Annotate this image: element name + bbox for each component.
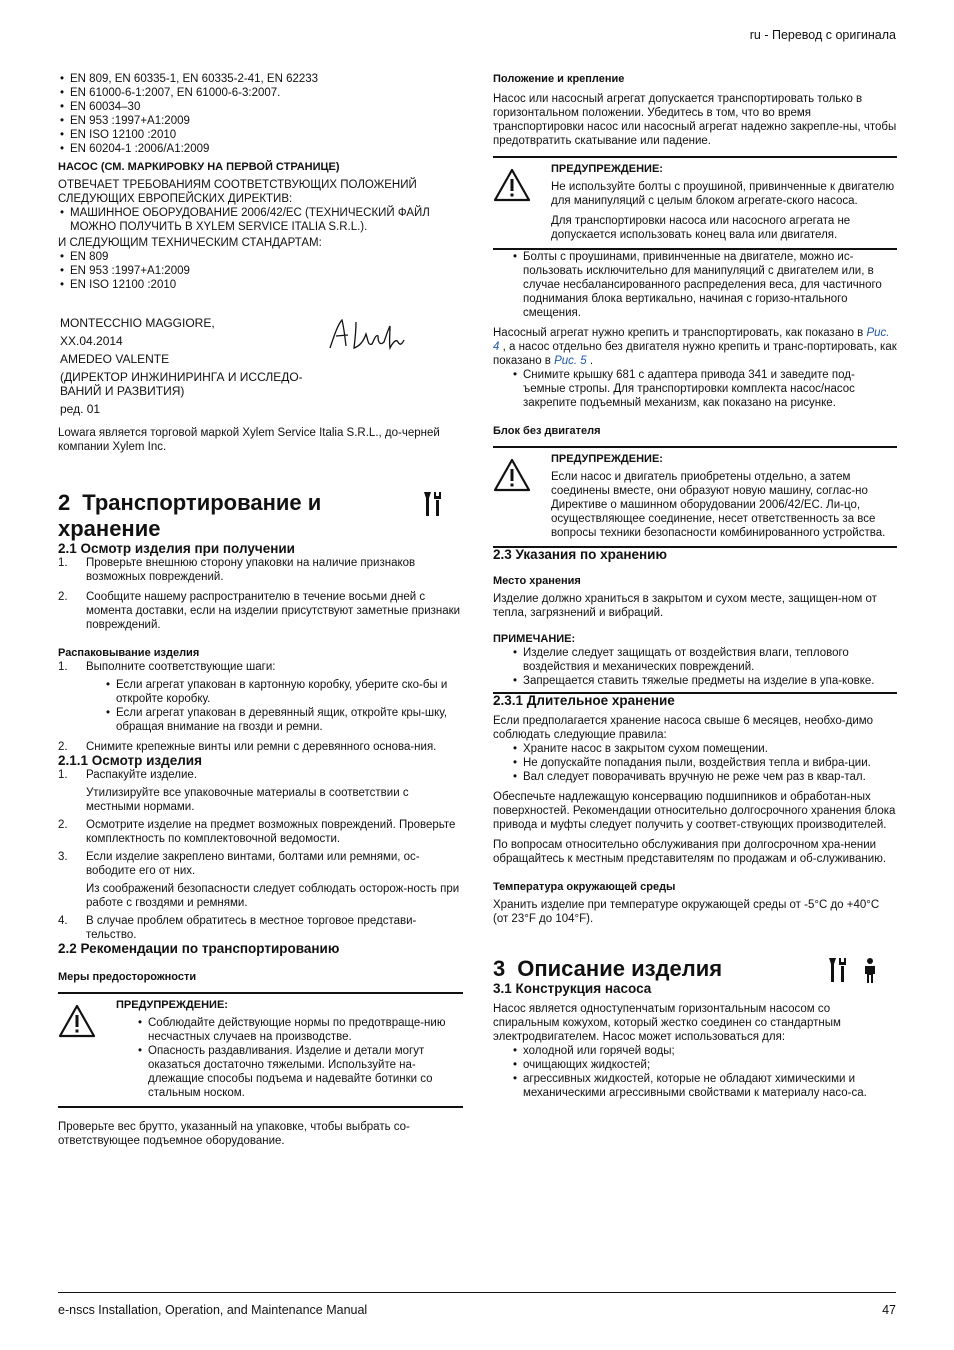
signature-revision: ред. 01 <box>60 402 101 416</box>
item-text: Распакуйте изделие. <box>86 769 198 781</box>
signature-lines <box>60 314 303 418</box>
list-item: • агрессивных жидкостей, которые не обладают химическими и механическими агрессивными свойствами к материалу насо-са. <box>511 1072 897 1100</box>
section-2-heading-wrap <box>58 490 463 542</box>
warning-triangle-icon <box>493 168 531 202</box>
warning-body <box>551 452 897 540</box>
list-item: • Запрещается ставить тяжелые предметы на изделие в упа-ковке. <box>511 674 897 688</box>
figure-5-link[interactable]: Рис. 5 <box>554 355 587 367</box>
item-number: 2. <box>58 741 68 753</box>
fixing-text-part: . <box>586 355 594 367</box>
warning-triangle-icon <box>493 458 531 492</box>
warning-box <box>493 446 897 548</box>
tools-icon <box>829 958 847 984</box>
pump-design-text: Насос является одноступенчатым горизонтальным насосом со спиральным кожухом, который жестко соединен со стандартным электродвигателем. Насос может использоваться для: <box>493 1003 841 1043</box>
list-item <box>58 590 463 632</box>
warning-body <box>551 162 897 242</box>
item-number: 3. <box>58 851 68 863</box>
right-column <box>493 72 897 1100</box>
warning-list <box>136 1016 463 1100</box>
list-item: • EN 61000-6-1:2007, EN 61000-6-3:2007. <box>58 86 463 100</box>
list-item <box>58 740 463 754</box>
item-number: 1. <box>58 661 68 673</box>
list-item <box>58 818 463 846</box>
section-2-2-heading: 2.2 Рекомендации по транспортированию <box>58 941 340 956</box>
warning-body <box>116 998 463 1100</box>
section-title: Описание изделия <box>517 956 723 981</box>
section-2-1-heading: 2.1 Осмотр изделия при получении <box>58 541 295 556</box>
item-text: Выполните соответствующие шаги: <box>86 661 276 673</box>
item-number: 1. <box>58 557 68 569</box>
item-text: Осмотрите изделие на предмет возможных повреждений. Проверьте комплектность по комплектовочной ведомости. <box>86 819 456 845</box>
list-item: • Соблюдайте действующие нормы по предотвраще-нию несчастных случаев на производстве. <box>136 1016 463 1044</box>
list-item: • Вал следует поворачивать вручную не реже чем раз в квар-тал. <box>511 770 897 784</box>
list-item: • очищающих жидкостей; <box>511 1058 897 1072</box>
page-number: 47 <box>882 1303 896 1317</box>
storage-place-text: Изделие должно храниться в закрытом и сухом месте, защищен-ном от тепла, загрязнений и вибраций. <box>493 593 877 619</box>
list-item <box>58 914 463 942</box>
section-title: Транспортирование и хранение <box>58 490 322 541</box>
and-standards-text: И СЛЕДУЮЩИМ ТЕХНИЧЕСКИМ СТАНДАРТАМ: <box>58 237 322 249</box>
left-column <box>58 72 463 1148</box>
fixing-text <box>493 326 897 368</box>
section-2-3-heading: 2.3 Указания по хранению <box>493 547 668 562</box>
list-item: • EN 809 <box>58 250 463 264</box>
tools-icon <box>424 492 442 518</box>
warning-title: ПРЕДУПРЕЖДЕНИЕ: <box>551 453 663 465</box>
cover-list <box>511 368 897 410</box>
note-list <box>511 646 897 688</box>
fixing-text-part: Насосный агрегат нужно крепить и транспортировать, как показано в <box>493 327 867 339</box>
list-item: • холодной или горячей воды; <box>511 1044 897 1058</box>
list-item <box>58 556 463 584</box>
list-item: • Если агрегат упакован в деревянный ящик, откройте кры-шку, обращая внимание на гвозди и ремни. <box>104 706 463 734</box>
storage-place-heading: Место хранения <box>493 575 581 587</box>
bolts-list <box>511 250 897 320</box>
section-number: 2 <box>58 490 71 515</box>
list-item: • EN ISO 12100 :2010 <box>58 278 463 292</box>
warning-title: ПРЕДУПРЕЖДЕНИЕ: <box>551 163 663 175</box>
warning-title: ПРЕДУПРЕЖДЕНИЕ: <box>116 999 228 1011</box>
unpacking-heading: Распаковывание изделия <box>58 647 200 659</box>
unpacking-sublist <box>104 678 463 734</box>
list-item: • МАШИННОЕ ОБОРУДОВАНИЕ 2006/42/EC (ТЕХНИЧЕСКИЙ ФАЙЛ МОЖНО ПОЛУЧИТЬ В XYLEM SERVICE ITALIA S.R.L.). <box>58 206 463 234</box>
item-text: Проверьте внешнюю сторону упаковки на наличие признаков возможных повреждений. <box>86 557 416 583</box>
item-text: Сообщите нашему распространителю в течение восьми дней с момента доставки, если на изделии присутствуют заметные признаки повреждений. <box>86 591 461 631</box>
warning-box <box>493 156 897 250</box>
unpacking-list <box>58 660 463 754</box>
item-text: Снимите крепежные винты или ремни с деревянного основа-ния. <box>86 741 437 753</box>
list-item: • EN ISO 12100 :2010 <box>58 128 463 142</box>
signature-role-2: ВАНИЙ И РАЗВИТИЯ) <box>60 384 185 398</box>
handwritten-signature <box>326 316 406 352</box>
item-number: 2. <box>58 591 68 603</box>
list-item: • EN 809, EN 60335-1, EN 60335-2-41, EN 62233 <box>58 72 463 86</box>
list-item: • Снимите крышку 681 с адаптера привода 341 и заведите под-ъемные стропы. Для транспортировки комплекта насос/насос закрепите подъемный механизм, как показано на рисунке. <box>511 368 897 410</box>
weight-text: Проверьте вес брутто, указанный на упаковке, чтобы выбрать со-ответствующее подъемное оборудование. <box>58 1121 410 1147</box>
list-item: • Опасность раздавливания. Изделие и детали могут оказаться достаточно тяжелыми. Используйте на-длежащие способы подъема и надевайте ботинки со стальным носком. <box>136 1044 463 1100</box>
warning-box <box>58 992 463 1108</box>
list-item <box>58 850 463 910</box>
item-text: Если изделие закреплено винтами, болтами или ремнями, ос-вободите его от них. <box>86 851 420 877</box>
standards-list-1 <box>58 72 463 156</box>
section-number: 3 <box>493 956 506 981</box>
long-storage-text: По вопросам относительно обслуживания при долгосрочном хра-нении обращайтесь к местным представителям по продажам и об-служиванию. <box>493 839 887 865</box>
section-3-heading-wrap <box>493 956 897 982</box>
section-2-1-1-heading: 2.1.1 Осмотр изделия <box>58 753 202 768</box>
section-2-heading <box>58 490 358 542</box>
list-item <box>58 768 463 814</box>
list-item: • EN 60204-1 :2006/A1:2009 <box>58 142 463 156</box>
list-item: • Изделие следует защищать от воздействия влаги, теплового воздействия и механических повреждений. <box>511 646 897 674</box>
long-storage-text: Обеспечьте надлежащую консервацию подшипников и обработан-ных поверхностей. Рекомендации относительно долгосрочного хранения блока привода и муфты следует получить у соответ-ствующих производителей. <box>493 791 896 831</box>
section-2-3-1-heading: 2.3.1 Длительное хранение <box>493 693 675 708</box>
list-item <box>58 660 463 734</box>
item-number: 2. <box>58 819 68 831</box>
pump-heading: НАСОС (СМ. МАРКИРОВКУ НА ПЕРВОЙ СТРАНИЦЕ) <box>58 161 340 173</box>
list-item: • Храните насос в закрытом сухом помещении. <box>511 742 897 756</box>
figure-4-link[interactable]: Рис. 4 <box>493 327 890 353</box>
list-item: • Болты с проушинами, привинченные на двигателе, можно ис-пользовать исключительно для манипуляций с двигателем или, в случае несбалансированного распределения веса, для частичного поднимания блока вертикально, начиная с горизо-нтального смещения. <box>511 250 897 320</box>
note-title: ПРИМЕЧАНИЕ: <box>493 633 576 645</box>
page-footer <box>58 1292 896 1317</box>
page-header: ru - Перевод с оригинала <box>749 28 896 42</box>
item-note: Утилизируйте все упаковочные материалы в соответствии с местными нормами. <box>86 787 409 813</box>
position-text: Насос или насосный агрегат допускается транспортировать только в горизонтальном положении. Убедитесь в том, что во время транспортировки насос или насосный агрегат надежно закрепле-ны, чтобы предотвратить скатывание или падение. <box>493 93 897 147</box>
signature-block <box>58 314 463 418</box>
note-box <box>493 632 897 694</box>
long-storage-list <box>511 742 897 784</box>
temperature-heading: Температура окружающей среды <box>493 881 676 893</box>
item-note: Из соображений безопасности следует соблюдать осторож-ность при работе с гвоздями и ремнями. <box>86 883 460 909</box>
list-item: • Если агрегат упакован в картонную коробку, уберите ско-бы и откройте коробку. <box>104 678 463 706</box>
list-item: • EN 953 :1997+A1:2009 <box>58 114 463 128</box>
warning-triangle-icon <box>58 1004 96 1038</box>
signature-role-1: (ДИРЕКТОР ИНЖИНИРИНГА И ИССЛЕДО- <box>60 370 303 384</box>
warning-text: Для транспортировки насоса или насосного агрегата не допускается использовать конец вала или двигателя. <box>551 215 851 241</box>
inspection-list <box>58 556 463 632</box>
footer-title: e-nscs Installation, Operation, and Maintenance Manual <box>58 1303 368 1317</box>
temperature-text: Хранить изделие при температуре окружающей среды от -5°C до +40°C (от 23°F до 104°F). <box>493 899 880 925</box>
precautions-heading: Меры предосторожности <box>58 971 197 983</box>
product-inspection-list <box>58 768 463 942</box>
list-item: • Не допускайте попадания пыли, воздействия тепла и вибра-ции. <box>511 756 897 770</box>
pump-text: ОТВЕЧАЕТ ТРЕБОВАНИЯМ СООТВЕТСТВУЮЩИХ ПОЛОЖЕНИЙ СЛЕДУЮЩИХ ЕВРОПЕЙСКИХ ДИРЕКТИВ: <box>58 179 417 205</box>
lowara-text: Lowara является торговой маркой Xylem Service Italia S.R.L., до-черней компании Xylem Inc. <box>58 427 440 453</box>
person-icon <box>863 958 877 984</box>
usage-list <box>511 1044 897 1100</box>
signature-date: XX.04.2014 <box>60 334 123 348</box>
signature-place: MONTECCHIO MAGGIORE, <box>60 316 215 330</box>
signature-name: AMEDEO VALENTE <box>60 352 170 366</box>
list-item: • EN 953 :1997+A1:2009 <box>58 264 463 278</box>
standards-list-2 <box>58 250 463 292</box>
list-item: • EN 60034–30 <box>58 100 463 114</box>
item-text: В случае проблем обратитесь в местное торговое представи-тельство. <box>86 915 417 941</box>
block-heading: Блок без двигателя <box>493 425 601 437</box>
fixing-text-part: , а насос отдельно без двигателя нужно крепить и транс-портировать, как показано в <box>493 341 897 367</box>
long-storage-intro: Если предполагается хранение насоса свыше 6 месяцев, необхо-димо соблюдать следующие правила: <box>493 715 874 741</box>
position-heading: Положение и крепление <box>493 73 625 85</box>
warning-text: Если насос и двигатель приобретены отдельно, а затем соединены вместе, они образуют новую машину, соглас-но Директиве о машинном оборудовании 2006/42/EC. Ли-цо, осуществляющее соединение, несет ответственность за все вопросы техники безопасности комбинированного устройства. <box>551 471 886 539</box>
section-3-1-heading: 3.1 Конструкция насоса <box>493 981 652 996</box>
directive-list <box>58 206 463 234</box>
item-number: 1. <box>58 769 68 781</box>
warning-text: Не используйте болты с проушиной, привинченные к двигателю для манипуляций с целым блоком агрегате-ского насоса. <box>551 181 895 207</box>
item-number: 4. <box>58 915 68 927</box>
